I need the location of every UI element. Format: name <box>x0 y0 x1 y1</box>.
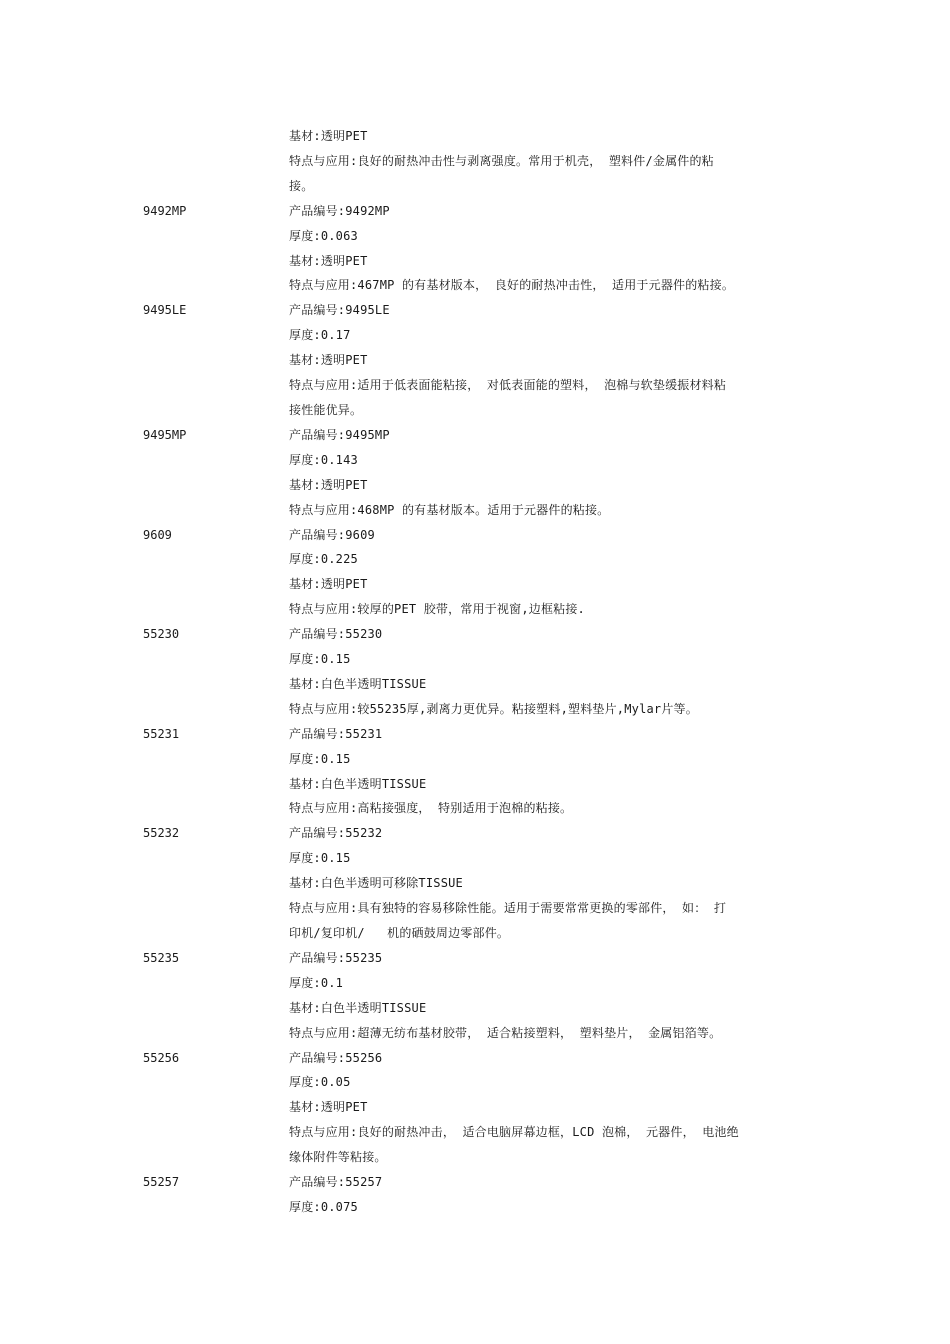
product-details <box>289 523 823 623</box>
product-entry <box>143 1046 823 1171</box>
product-entry <box>143 199 823 299</box>
detail-line: 特点与应用:良好的耐热冲击， 适合电脑屏幕边框，LCD 泡棉， 元器件， 电池绝 <box>289 1125 739 1140</box>
product-details <box>289 124 823 199</box>
product-code: 55235 <box>143 950 180 965</box>
product-entry <box>143 423 823 523</box>
product-code: 55232 <box>143 826 180 841</box>
detail-line: 特点与应用:468MP 的有基材版本。适用于元器件的粘接。 <box>289 502 610 517</box>
detail-line: 缘体附件等粘接。 <box>289 1150 387 1165</box>
detail-line: 厚度:0.075 <box>289 1199 358 1214</box>
product-code: 9609 <box>143 527 172 542</box>
detail-line: 特点与应用:高粘接强度， 特别适用于泡棉的粘接。 <box>289 801 573 816</box>
product-entry <box>143 523 823 623</box>
detail-line: 产品编号:55232 <box>289 826 383 841</box>
detail-line: 特点与应用:具有独特的容易移除性能。适用于需要常常更换的零部件， 如： 打 <box>289 901 727 916</box>
detail-line: 特点与应用:较厚的PET 胶带，常用于视窗,边框粘接. <box>289 602 585 617</box>
detail-line: 产品编号:55230 <box>289 627 383 642</box>
detail-line: 特点与应用:超薄无纺布基材胶带， 适合粘接塑料， 塑料垫片， 金属铝箔等。 <box>289 1025 722 1040</box>
product-code: 55230 <box>143 627 180 642</box>
product-code: 55257 <box>143 1175 180 1190</box>
product-code: 9492MP <box>143 203 187 218</box>
product-entry <box>143 722 823 822</box>
detail-line: 特点与应用:良好的耐热冲击性与剥离强度。常用于机壳， 塑料件/金属件的粘 <box>289 153 714 168</box>
product-code: 9495MP <box>143 427 187 442</box>
detail-line: 厚度:0.225 <box>289 552 358 567</box>
product-code <box>143 124 289 149</box>
product-code: 55256 <box>143 1050 180 1065</box>
detail-line: 产品编号:9495MP <box>289 427 390 442</box>
detail-line: 厚度:0.17 <box>289 328 351 343</box>
detail-line: 基材:透明PET <box>289 577 368 592</box>
product-entry <box>143 821 823 946</box>
detail-line: 厚度:0.15 <box>289 751 351 766</box>
detail-line: 接。 <box>289 178 314 193</box>
product-list <box>143 124 823 1220</box>
detail-line: 产品编号:9609 <box>289 527 375 542</box>
detail-line: 厚度:0.1 <box>289 975 344 990</box>
detail-line: 厚度:0.143 <box>289 452 358 467</box>
product-details <box>289 821 823 946</box>
detail-line: 产品编号:55257 <box>289 1175 383 1190</box>
detail-line: 基材:透明PET <box>289 129 368 143</box>
detail-line: 基材:透明PET <box>289 353 368 368</box>
product-details <box>289 1046 823 1171</box>
product-details <box>289 298 823 423</box>
detail-line: 印机/复印机/ 机的硒鼓周边零部件。 <box>289 926 510 940</box>
product-entry <box>143 622 823 722</box>
detail-line: 产品编号:55235 <box>289 950 383 965</box>
product-details <box>289 622 823 722</box>
detail-line: 基材:透明PET <box>289 253 368 268</box>
product-code: 55231 <box>143 726 180 741</box>
detail-line: 厚度:0.15 <box>289 652 351 667</box>
product-entry <box>143 298 823 423</box>
detail-line: 厚度:0.063 <box>289 228 358 243</box>
product-details <box>289 946 823 1046</box>
product-details <box>289 423 823 523</box>
product-entry <box>143 124 823 199</box>
detail-line: 基材:白色半透明TISSUE <box>289 776 427 791</box>
product-entry <box>143 1170 823 1220</box>
product-code: 9495LE <box>143 303 187 318</box>
detail-line: 厚度:0.05 <box>289 1075 351 1090</box>
detail-line: 产品编号:9495LE <box>289 303 390 318</box>
product-entry <box>143 946 823 1046</box>
detail-line: 基材:白色半透明TISSUE <box>289 1000 427 1015</box>
product-details <box>289 1170 823 1220</box>
product-details <box>289 722 823 822</box>
detail-line: 基材:白色半透明可移除TISSUE <box>289 876 463 891</box>
detail-line: 厚度:0.15 <box>289 851 351 866</box>
detail-line: 基材:透明PET <box>289 477 368 492</box>
detail-line: 接性能优异。 <box>289 402 363 417</box>
detail-line: 产品编号:9492MP <box>289 203 390 218</box>
detail-line: 产品编号:55256 <box>289 1050 383 1065</box>
detail-line: 产品编号:55231 <box>289 726 383 741</box>
detail-line: 特点与应用:较55235厚,剥离力更优异。粘接塑料,塑料垫片,Mylar片等。 <box>289 701 698 716</box>
detail-line: 特点与应用:适用于低表面能粘接， 对低表面能的塑料， 泡棉与软垫缓振材料粘 <box>289 378 727 393</box>
detail-line: 基材:透明PET <box>289 1100 368 1115</box>
detail-line: 基材:白色半透明TISSUE <box>289 676 427 691</box>
product-details <box>289 199 823 299</box>
detail-line: 特点与应用:467MP 的有基材版本， 良好的耐热冲击性， 适用于元器件的粘接。 <box>289 278 735 293</box>
